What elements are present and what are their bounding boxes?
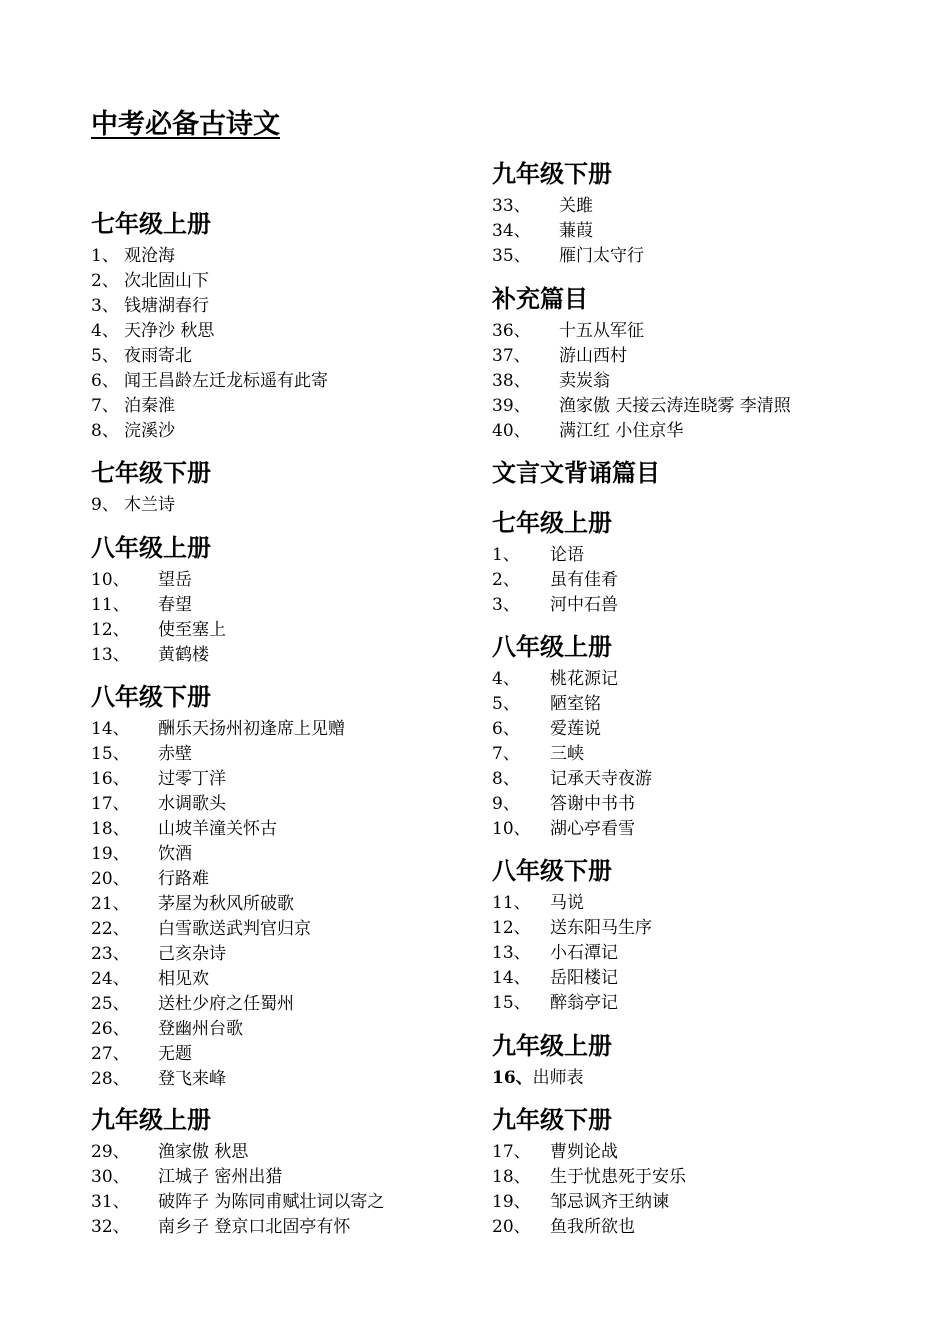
item-number: 35、 xyxy=(492,246,531,266)
item-title: 赤壁 xyxy=(158,744,192,764)
item-title: 满江红 小住京华 xyxy=(559,421,684,441)
section-prose-grade8-upper xyxy=(492,627,652,842)
list-item xyxy=(91,992,345,1017)
list-item xyxy=(492,194,644,219)
item-title: 卖炭翁 xyxy=(559,371,610,391)
list-item xyxy=(91,867,345,892)
list-item xyxy=(91,319,328,344)
item-number: 36、 xyxy=(492,321,531,341)
item-title: 论语 xyxy=(550,545,584,565)
list-item xyxy=(492,717,652,742)
item-number: 13、 xyxy=(492,943,531,963)
list-item xyxy=(492,891,652,916)
item-number: 25、 xyxy=(91,994,130,1014)
item-title: 白雪歌送武判官归京 xyxy=(158,919,311,939)
item-title: 桃花源记 xyxy=(550,669,618,689)
item-title: 渔家傲 天接云涛连晓雾 李清照 xyxy=(559,396,791,416)
list-item xyxy=(91,369,328,394)
section-heading: 七年级上册 xyxy=(91,210,211,238)
item-title: 天净沙 秋思 xyxy=(124,321,215,341)
list-item xyxy=(91,1215,384,1240)
item-list xyxy=(91,1140,384,1240)
list-item xyxy=(91,493,211,518)
item-number: 4、 xyxy=(492,669,520,689)
section-heading: 七年级下册 xyxy=(91,459,211,487)
item-title: 茅屋为秋风所破歌 xyxy=(158,894,294,914)
item-list xyxy=(492,1140,686,1240)
section-grade8-upper xyxy=(91,528,226,668)
list-item xyxy=(492,543,618,568)
section-heading: 八年级下册 xyxy=(91,683,211,711)
item-title: 夜雨寄北 xyxy=(124,346,192,366)
item-number: 29、 xyxy=(91,1142,130,1162)
item-title: 过零丁洋 xyxy=(158,769,226,789)
item-title: 次北固山下 xyxy=(124,271,209,291)
item-title: 饮酒 xyxy=(158,844,192,864)
section-grade7-lower xyxy=(91,453,211,518)
list-item xyxy=(91,1140,384,1165)
item-title: 登飞来峰 xyxy=(158,1069,226,1089)
item-number: 14、 xyxy=(91,719,130,739)
list-item xyxy=(91,942,345,967)
list-item xyxy=(492,1140,686,1165)
item-number: 26、 xyxy=(91,1019,130,1039)
page-title: 中考必备古诗文 xyxy=(91,109,280,140)
section-heading: 八年级上册 xyxy=(91,534,211,562)
item-number: 22、 xyxy=(91,919,130,939)
item-number: 10、 xyxy=(492,819,531,839)
item-number: 28、 xyxy=(91,1069,130,1089)
list-item xyxy=(492,767,652,792)
item-number: 11、 xyxy=(492,893,531,913)
item-title: 钱塘湖春行 xyxy=(124,296,209,316)
list-item xyxy=(492,742,652,767)
item-number: 20、 xyxy=(91,869,130,889)
item-number: 19、 xyxy=(91,844,130,864)
item-title: 渔家傲 秋思 xyxy=(158,1142,249,1162)
item-number: 20、 xyxy=(492,1217,531,1237)
item-number: 5、 xyxy=(91,346,119,366)
item-number: 32、 xyxy=(91,1217,130,1237)
item-number: 12、 xyxy=(492,918,531,938)
list-item xyxy=(492,692,652,717)
item-title: 十五从军征 xyxy=(559,321,644,341)
list-item xyxy=(91,643,226,668)
list-item xyxy=(91,917,345,942)
item-list xyxy=(492,194,644,269)
item-number: 34、 xyxy=(492,221,531,241)
item-number: 30、 xyxy=(91,1167,130,1187)
list-item xyxy=(91,817,345,842)
item-title: 爱莲说 xyxy=(550,719,601,739)
list-item xyxy=(91,618,226,643)
item-title: 马说 xyxy=(550,893,584,913)
item-number: 6、 xyxy=(492,719,520,739)
item-title: 出师表 xyxy=(532,1068,584,1088)
section-grade8-lower xyxy=(91,677,345,1092)
list-item xyxy=(91,269,328,294)
item-title: 木兰诗 xyxy=(124,495,175,515)
item-title: 登幽州台歌 xyxy=(158,1019,243,1039)
item-title: 鱼我所欲也 xyxy=(550,1217,635,1237)
item-number: 5、 xyxy=(492,694,520,714)
item-number: 14、 xyxy=(492,968,531,988)
item-title: 春望 xyxy=(158,595,192,615)
list-item xyxy=(91,593,226,618)
list-item xyxy=(91,842,345,867)
section-grade9-upper xyxy=(91,1100,384,1240)
item-number: 24、 xyxy=(91,969,130,989)
item-title: 浣溪沙 xyxy=(124,421,175,441)
item-list xyxy=(492,543,618,618)
list-item xyxy=(91,568,226,593)
item-title: 己亥杂诗 xyxy=(158,944,226,964)
list-item xyxy=(91,1042,345,1067)
list-item xyxy=(91,1190,384,1215)
section-prose-grade8-lower xyxy=(492,851,652,1016)
item-list xyxy=(492,667,652,842)
list-item xyxy=(91,294,328,319)
item-list xyxy=(492,1066,612,1091)
list-item xyxy=(91,967,345,992)
item-title: 望岳 xyxy=(158,570,192,590)
item-title: 陋室铭 xyxy=(550,694,601,714)
list-item xyxy=(492,568,618,593)
list-item xyxy=(492,319,791,344)
list-item xyxy=(492,991,652,1016)
item-title: 小石潭记 xyxy=(550,943,618,963)
item-title: 关雎 xyxy=(559,196,593,216)
list-item xyxy=(492,394,791,419)
item-number: 21、 xyxy=(91,894,130,914)
item-number: 10、 xyxy=(91,570,130,590)
section-heading: 八年级下册 xyxy=(492,857,612,885)
item-title: 南乡子 登京口北固亭有怀 xyxy=(158,1217,351,1237)
item-number: 17、 xyxy=(91,794,130,814)
item-title: 无题 xyxy=(158,1044,192,1064)
item-number: 37、 xyxy=(492,346,531,366)
item-number: 39、 xyxy=(492,396,531,416)
item-number: 31、 xyxy=(91,1192,130,1212)
item-number: 9、 xyxy=(91,495,119,515)
item-number: 9、 xyxy=(492,794,520,814)
list-item xyxy=(492,244,644,269)
item-number: 8、 xyxy=(492,769,520,789)
section-prose-grade9-upper xyxy=(492,1026,612,1091)
item-number: 3、 xyxy=(91,296,119,316)
list-item xyxy=(91,1165,384,1190)
list-item xyxy=(492,419,791,444)
item-title: 黄鹤楼 xyxy=(158,645,209,665)
item-title: 虽有佳肴 xyxy=(550,570,618,590)
item-list xyxy=(91,493,211,518)
list-item xyxy=(492,1215,686,1240)
section-heading: 文言文背诵篇目 xyxy=(492,459,660,487)
list-item xyxy=(492,792,652,817)
item-number: 40、 xyxy=(492,421,531,441)
list-item xyxy=(91,742,345,767)
item-number: 33、 xyxy=(492,196,531,216)
item-number: 7、 xyxy=(492,744,520,764)
list-item xyxy=(91,1017,345,1042)
list-item xyxy=(91,717,345,742)
section-prose-grade7-upper xyxy=(492,503,618,618)
list-item xyxy=(492,916,652,941)
item-title: 蒹葭 xyxy=(559,221,593,241)
item-list xyxy=(492,891,652,1016)
item-list xyxy=(91,244,328,444)
list-item xyxy=(91,244,328,269)
item-title: 三峡 xyxy=(550,744,584,764)
section-classical-prose xyxy=(492,453,660,493)
item-title: 邹忌讽齐王纳谏 xyxy=(550,1192,669,1212)
item-number: 11、 xyxy=(91,595,130,615)
section-heading: 九年级上册 xyxy=(492,1032,612,1060)
item-title: 醉翁亭记 xyxy=(550,993,618,1013)
item-number: 16、 xyxy=(492,1068,533,1088)
item-title: 江城子 密州出猎 xyxy=(158,1167,283,1187)
list-item xyxy=(91,344,328,369)
item-title: 闻王昌龄左迁龙标遥有此寄 xyxy=(124,371,328,391)
item-title: 湖心亭看雪 xyxy=(550,819,635,839)
item-title: 酬乐天扬州初逢席上见赠 xyxy=(158,719,345,739)
item-list xyxy=(91,568,226,668)
list-item xyxy=(492,219,644,244)
list-item xyxy=(492,344,791,369)
item-title: 记承天寺夜游 xyxy=(550,769,652,789)
section-heading: 七年级上册 xyxy=(492,509,612,537)
item-title: 答谢中书书 xyxy=(550,794,635,814)
section-heading: 九年级下册 xyxy=(492,1106,612,1134)
item-number: 16、 xyxy=(91,769,130,789)
item-title: 岳阳楼记 xyxy=(550,968,618,988)
item-title: 观沧海 xyxy=(124,246,175,266)
list-item xyxy=(492,593,618,618)
item-number: 12、 xyxy=(91,620,130,640)
item-number: 27、 xyxy=(91,1044,130,1064)
item-number: 4、 xyxy=(91,321,119,341)
item-list xyxy=(91,717,345,1092)
item-number: 2、 xyxy=(91,271,119,291)
item-number: 38、 xyxy=(492,371,531,391)
section-supplementary xyxy=(492,279,791,444)
item-number: 23、 xyxy=(91,944,130,964)
item-number: 7、 xyxy=(91,396,119,416)
item-number: 17、 xyxy=(492,1142,531,1162)
item-title: 泊秦淮 xyxy=(124,396,175,416)
item-title: 山坡羊潼关怀古 xyxy=(158,819,277,839)
item-number: 6、 xyxy=(91,371,119,391)
list-item xyxy=(492,941,652,966)
section-grade7-upper xyxy=(91,204,328,444)
section-heading: 补充篇目 xyxy=(492,285,588,313)
item-title: 相见欢 xyxy=(158,969,209,989)
item-title: 雁门太守行 xyxy=(559,246,644,266)
section-heading: 九年级下册 xyxy=(492,160,612,188)
section-prose-grade9-lower xyxy=(492,1100,686,1240)
section-heading: 八年级上册 xyxy=(492,633,612,661)
list-item xyxy=(492,966,652,991)
item-number: 1、 xyxy=(492,545,520,565)
list-item xyxy=(492,1066,612,1091)
item-title: 河中石兽 xyxy=(550,595,618,615)
item-title: 送东阳马生序 xyxy=(550,918,652,938)
list-item xyxy=(91,767,345,792)
list-item xyxy=(91,394,328,419)
item-list xyxy=(492,319,791,444)
item-number: 19、 xyxy=(492,1192,531,1212)
item-title: 送杜少府之任蜀州 xyxy=(158,994,294,1014)
item-number: 13、 xyxy=(91,645,130,665)
list-item xyxy=(492,369,791,394)
list-item xyxy=(492,1165,686,1190)
item-title: 游山西村 xyxy=(559,346,627,366)
item-number: 18、 xyxy=(91,819,130,839)
item-title: 水调歌头 xyxy=(158,794,226,814)
item-title: 生于忧患死于安乐 xyxy=(550,1167,686,1187)
list-item xyxy=(492,667,652,692)
item-title: 行路难 xyxy=(158,869,209,889)
item-number: 2、 xyxy=(492,570,520,590)
item-number: 1、 xyxy=(91,246,119,266)
item-number: 3、 xyxy=(492,595,520,615)
list-item xyxy=(91,419,328,444)
list-item xyxy=(492,1190,686,1215)
item-title: 使至塞上 xyxy=(158,620,226,640)
item-number: 8、 xyxy=(91,421,119,441)
item-title: 破阵子 为陈同甫赋壮词以寄之 xyxy=(158,1192,385,1212)
list-item xyxy=(492,817,652,842)
item-number: 15、 xyxy=(91,744,130,764)
list-item xyxy=(91,792,345,817)
list-item xyxy=(91,892,345,917)
section-grade9-lower xyxy=(492,154,644,269)
item-number: 18、 xyxy=(492,1167,531,1187)
list-item xyxy=(91,1067,345,1092)
item-number: 15、 xyxy=(492,993,531,1013)
item-title: 曹刿论战 xyxy=(550,1142,618,1162)
section-heading: 九年级上册 xyxy=(91,1106,211,1134)
